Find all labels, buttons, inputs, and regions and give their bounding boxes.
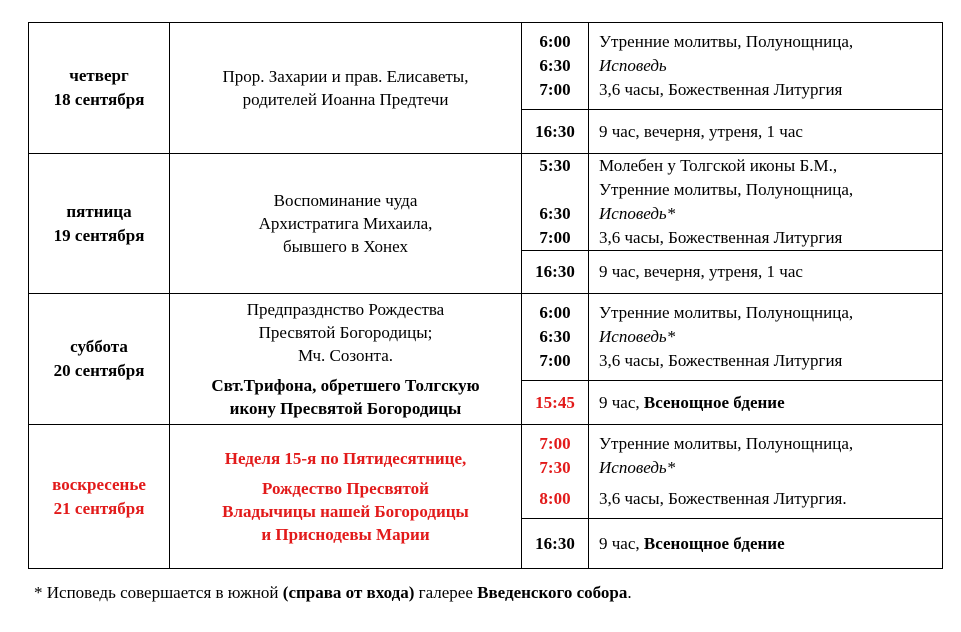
feast-line: и Приснодевы Марии — [261, 525, 430, 544]
date: 18 сентября — [53, 90, 145, 109]
time: 7:30 — [539, 458, 571, 477]
evening-service — [589, 381, 943, 425]
morning-services — [589, 294, 943, 381]
feast-line: Мч. Созонта. — [297, 346, 393, 365]
service-line: Исповедь* — [599, 458, 676, 477]
time: 5:30 — [539, 156, 571, 175]
footnote — [34, 583, 632, 603]
table-row — [29, 154, 943, 251]
feast-line: Архистратига Михаила, — [258, 214, 433, 233]
feast-line: Предпразднство Рождества — [246, 300, 445, 319]
footnote-text: (справа от входа) — [282, 583, 415, 602]
morning-times — [522, 425, 589, 519]
feast-line: Пресвятой Богородицы; — [258, 323, 433, 342]
service-line: Исповедь — [599, 56, 667, 75]
service-bold: Всенощное бдение — [643, 392, 785, 412]
footnote-text: Введенского собора — [477, 583, 628, 602]
footnote-text: * Исповедь совершается в южной — [34, 583, 283, 602]
service-line: Исповедь* — [599, 204, 676, 223]
time: 7:00 — [539, 351, 571, 370]
evening-service — [589, 519, 943, 569]
morning-times — [522, 23, 589, 110]
time: 6:00 — [539, 32, 571, 51]
morning-services — [589, 154, 943, 251]
table-row — [29, 294, 943, 381]
feast-line: Неделя 15-я по Пятидесятнице, — [224, 449, 467, 468]
service-line: Утренние молитвы, Полунощница, — [599, 303, 854, 322]
morning-times — [522, 294, 589, 381]
morning-services — [589, 425, 943, 519]
day-cell — [29, 154, 170, 294]
table-row — [29, 425, 943, 519]
service-line: 3,6 часы, Божественная Литургия — [599, 351, 843, 370]
evening-service: 9 час, вечерня, утреня, 1 час — [589, 251, 943, 294]
time: 8:00 — [539, 489, 571, 508]
date: 19 сентября — [53, 225, 145, 245]
day-cell — [29, 294, 170, 425]
evening-time: 15:45 — [522, 381, 589, 425]
time: 6:30 — [539, 204, 571, 223]
weekday: четверг — [69, 66, 129, 85]
footnote-text: галерее — [414, 583, 478, 602]
service-line: Утренние молитвы, Полунощница, — [599, 180, 854, 199]
feast-line: родителей Иоанна Предтечи — [242, 90, 449, 109]
feast-cell — [170, 294, 522, 425]
day-cell — [29, 425, 170, 569]
feast-cell — [170, 154, 522, 294]
morning-services — [589, 23, 943, 110]
feast-line: икону Пресвятой Богородицы — [229, 399, 462, 418]
service-line: Молебен у Толгской иконы Б.М., — [599, 156, 838, 175]
evening-time: 16:30 — [522, 110, 589, 154]
feast-line: Прор. Захарии и прав. Елисаветы, — [222, 67, 469, 86]
feast-line: бывшего в Хонех — [283, 237, 408, 256]
time: 7:00 — [539, 228, 571, 247]
feast-line: Владычицы нашей Богородицы — [222, 502, 469, 521]
schedule-table — [28, 22, 943, 569]
service-line: 3,6 часы, Божественная Литургия — [599, 80, 843, 99]
service-line: 3,6 часы, Божественная Литургия. — [599, 489, 847, 508]
date: 20 сентября — [53, 361, 145, 380]
day-cell — [29, 23, 170, 154]
feast-line: Рождество Пресвятой — [262, 479, 429, 498]
service-line: 3,6 часы, Божественная Литургия — [599, 228, 843, 247]
service-prefix: 9 час, — [599, 392, 644, 412]
feast-cell — [170, 23, 522, 154]
feast-line: Воспоминание чуда — [273, 191, 418, 210]
service-line: Исповедь* — [599, 327, 676, 346]
service-line: Утренние молитвы, Полунощница, — [599, 434, 854, 453]
service-line: Утренние молитвы, Полунощница, — [599, 32, 854, 51]
weekday: воскресенье — [52, 474, 146, 494]
evening-service: 9 час, вечерня, утреня, 1 час — [589, 110, 943, 154]
time: 6:00 — [539, 303, 571, 322]
footnote-text: . — [627, 583, 632, 602]
time: 6:30 — [539, 327, 571, 346]
table-row — [29, 23, 943, 110]
date: 21 сентября — [53, 498, 145, 518]
feast-line: Свт.Трифона, обретшего Толгскую — [211, 376, 480, 395]
weekday: суббота — [70, 337, 128, 356]
time: 7:00 — [539, 434, 571, 453]
time: 6:30 — [539, 56, 571, 75]
evening-time: 16:30 — [522, 251, 589, 294]
service-prefix: 9 час, — [599, 533, 644, 553]
weekday: пятница — [66, 201, 132, 221]
evening-time: 16:30 — [522, 519, 589, 569]
feast-cell — [170, 425, 522, 569]
morning-times — [522, 154, 589, 251]
time: 7:00 — [539, 80, 571, 99]
service-bold: Всенощное бдение — [643, 533, 785, 553]
